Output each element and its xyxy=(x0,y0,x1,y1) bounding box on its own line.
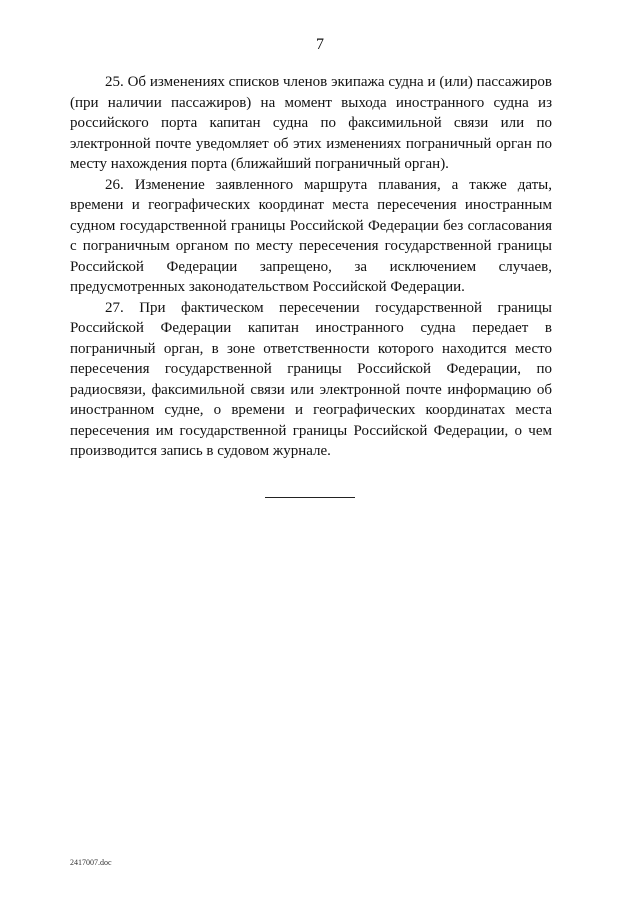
paragraph-27: 27. При фактическом пересечении государственной границы Российской Федерации капитан иностранного судна передает в пограничный орган, в зоне ответственности которого находится место пересечения государственной границы Российской Федерации, по радиосвязи, факсимильной связи или электронной почте информацию об иностранном судне, о времени и географических координатах места пересечения им государственной границы Российской Федерации, о чем производится запись в судовом журнале. xyxy=(70,299,552,459)
paragraph-26: 26. Изменение заявленного маршрута плавания, а также даты, времени и географических координат места пересечения иностранным судном государственной границы Российской Федерации без согласования с пограничным органом по месту пересечения государственной границы Российской Федерации запрещено, за исключением случаев, предусмотренных законодательством Российской Федерации. xyxy=(70,176,552,295)
paragraph-25: 25. Об изменениях списков членов экипажа судна и (или) пассажиров (при наличии пассажиров) на момент выхода иностранного судна из российского порта капитан судна по факсимильной связи или по электронной почте уведомляет об этих изменениях пограничный орган по месту нахождения порта (ближайший пограничный орган). xyxy=(70,74,552,172)
end-divider xyxy=(265,497,355,498)
document-body xyxy=(70,72,552,462)
footer-filename: 2417007.doc xyxy=(70,858,112,867)
page-number: 7 xyxy=(316,36,324,53)
